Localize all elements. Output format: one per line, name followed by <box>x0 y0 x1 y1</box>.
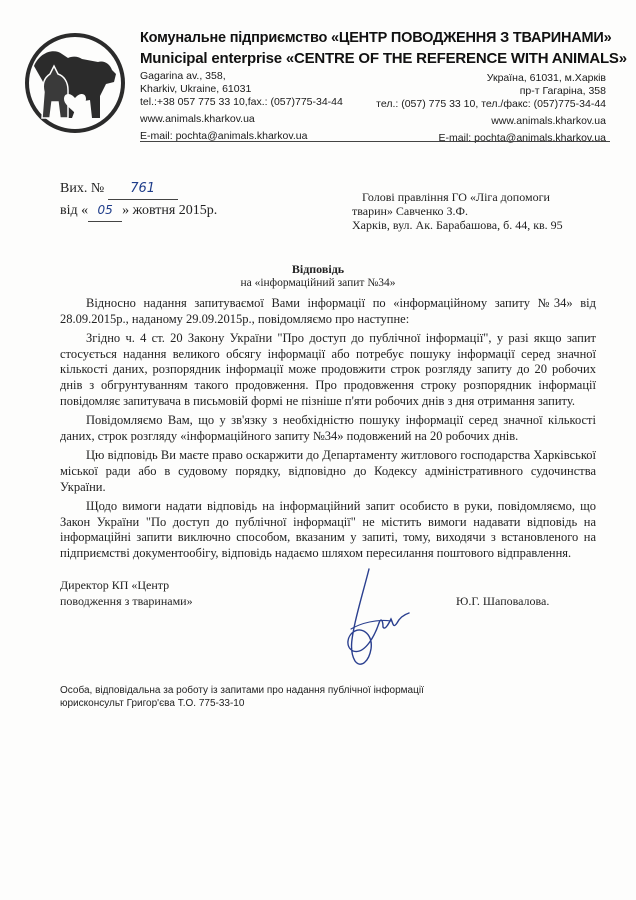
address-street-ua: пр-т Гагаріна, 358 <box>519 85 606 97</box>
header-contacts-ua <box>376 72 606 145</box>
footer-line-1: Особа, відповідальна за роботу із запитами про надання публічної інформації <box>60 685 424 696</box>
outgoing-date-label: від « <box>60 203 89 218</box>
addressee-address: Харків, вул. Ак. Барабашова, б. 44, кв. 95 <box>352 218 563 232</box>
outgoing-month-year: » жовтня 2015р. <box>122 203 218 218</box>
outgoing-number-handwritten: 761 <box>108 178 178 200</box>
header-contacts-en <box>140 70 343 143</box>
phone-ua: тел.: (057) 775 33 10, тел./факс: (057)775-34-44 <box>376 98 606 110</box>
signatory-position-line-1: Директор КП «Центр <box>60 578 170 592</box>
handwritten-signature <box>325 565 415 670</box>
website-en: www.animals.kharkov.ua <box>140 113 255 125</box>
address-street-en: Gagarina av., 358, <box>140 70 226 82</box>
document-title: Відповідь <box>291 262 345 276</box>
body-paragraph-4: Цю відповідь Ви маєте право оскаржити до Департаменту житлового господарства Харківської міської ради або в судовому порядку, відповідно до Кодексу адміністративного судочинства України. <box>60 448 596 494</box>
address-city-en: Kharkiv, Ukraine, 61031 <box>140 83 252 95</box>
header-divider <box>140 141 610 142</box>
body-paragraph-5: Щодо вимоги надати відповідь на інформаційний запит особисто в руки, повідомляємо, що Закон України "По доступ до публічної інформації" не містить вимоги надавати відповідь на інформаційні запити виключно способом, вказаним у запиті, тому, виходячи з встановленого на підприємстві документообігу, відповідь надаємо шляхом пересилання поштового відправлення. <box>60 499 596 560</box>
addressee-block <box>352 190 614 232</box>
email-en: E-mail: pochta@animals.kharkov.ua <box>140 130 308 142</box>
org-title-en: Municipal enterprise «CENTRE OF THE REFERENCE WITH ANIMALS» <box>140 50 627 67</box>
phone-en: tel.:+38 057 775 33 10,fax.: (057)775-34-44 <box>140 96 343 108</box>
email-ua: E-mail: pochta@animals.kharkov.ua <box>438 132 606 144</box>
document-subtitle: на «інформаційний запит №34» <box>240 277 396 289</box>
body-paragraph-3: Повідомляємо Вам, що у зв'язку з необхідністю пошуку інформації серед значної кількості даних, строк розгляду «інформаційного запиту №34» подовжений на 20 робочих днів. <box>60 413 596 443</box>
letter-body <box>60 296 596 566</box>
organization-logo-icon <box>20 26 130 136</box>
signatory-position-line-2: поводження з тваринами» <box>60 594 193 608</box>
footer-line-2: юрисконсульт Григор'єва Т.О. 775-33-10 <box>60 698 245 709</box>
outgoing-reference <box>60 178 217 222</box>
signatory-name: Ю.Г. Шаповалова. <box>456 594 550 608</box>
org-title-ua: Комунальне підприємство «ЦЕНТР ПОВОДЖЕННЯ З ТВАРИНАМИ» <box>140 30 612 46</box>
body-paragraph-1: Відносно надання запитуваємої Вами інформації по «інформаційному запиту №34» від 28.09.2015р., наданому 29.09.2015р., повідомляємо про наступне: <box>60 296 596 326</box>
outgoing-number-label: Вих. № <box>60 181 105 196</box>
outgoing-day-handwritten: 05 <box>88 200 122 222</box>
address-city-ua: Україна, 61031, м.Харків <box>486 72 606 84</box>
addressee-line-2: тварин» Савченко З.Ф. <box>352 204 468 218</box>
signatory-position <box>60 577 193 609</box>
body-paragraph-2: Згідно ч. 4 ст. 20 Закону України "Про доступ до публічної інформації", у разі якщо запит стосується надання великого обсягу інформації або потребує пошуку інформації серед значної кількості даних, розпорядник інформації може продовжити строк розгляду запиту до 20 робочих днів з обгрунтуванням такого продовження. Про продовження строку розпорядник інформації повідомляє запитувача в письмовій формі не пізніше п'яти робочих днів з дня отримання запиту. <box>60 331 596 408</box>
website-ua: www.animals.kharkov.ua <box>491 115 606 127</box>
responsible-person-note <box>60 684 424 710</box>
addressee-line-1: Голові правління ГО «Ліга допомоги <box>362 190 550 204</box>
